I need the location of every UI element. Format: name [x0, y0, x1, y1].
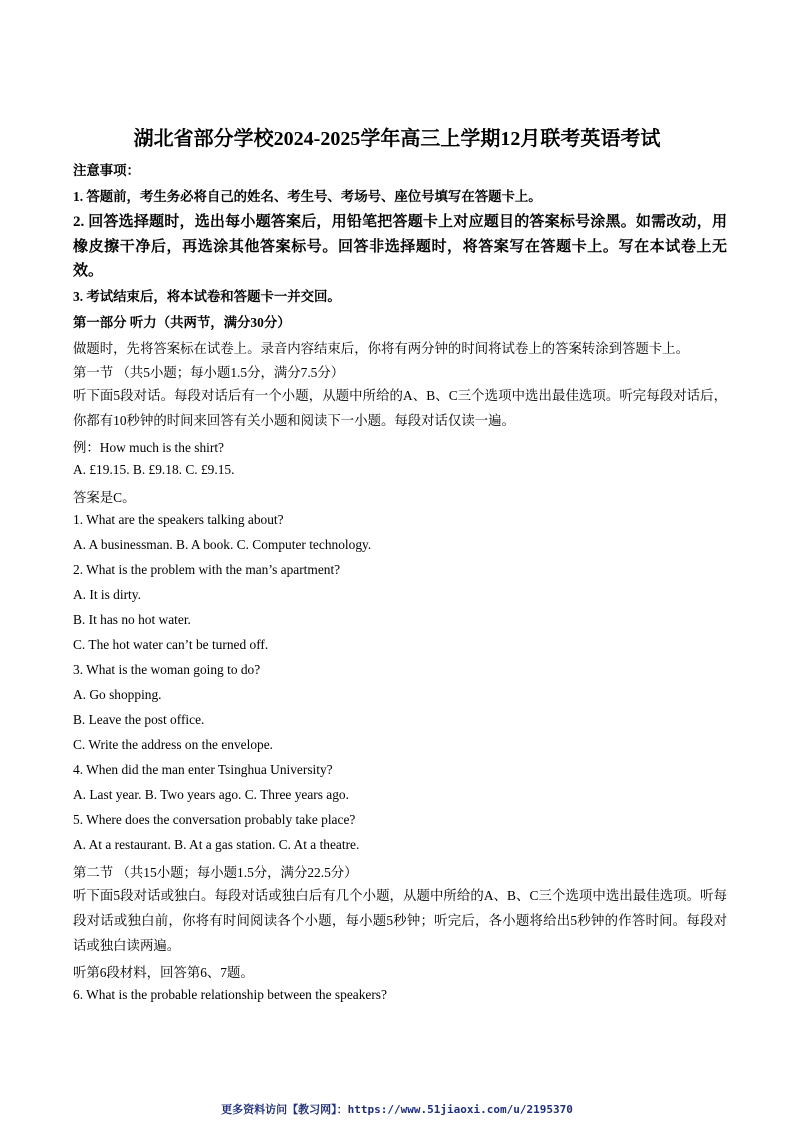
- notice-item-3: 3. 考试结束后，将本试卷和答题卡一并交回。: [73, 289, 341, 304]
- question-text: 4. When did the man enter Tsinghua University?: [73, 762, 333, 777]
- material6-note: 听第6段材料，回答第6、7题。: [73, 965, 254, 980]
- example-question: 例：How much is the shirt?: [73, 440, 224, 455]
- example-options: A. £19.15. B. £9.18. C. £9.15.: [73, 462, 235, 477]
- section1-heading: 第一节 （共5小题；每小题1.5分，满分7.5分）: [73, 365, 345, 380]
- notice-item-2: 2. 回答选择题时，选出每小题答案后，用铅笔把答题卡上对应题目的答案标号涂黑。如需改动，用橡皮擦干净后，再选涂其他答案标号。回答非选择题时，将答案写在答题卡上。写在本试卷上无效。: [73, 214, 727, 279]
- example-answer: 答案是C。: [73, 490, 136, 505]
- question-option: A. It is dirty.: [73, 587, 141, 602]
- notice-item-1: 1. 答题前，考生务必将自己的姓名、考生号、考场号、座位号填写在答题卡上。: [73, 189, 542, 204]
- part1-intro: 做题时，先将答案标在试卷上。录音内容结束后，你将有两分钟的时间将试卷上的答案转涂到答题卡上。: [73, 341, 689, 356]
- question-text: 5. Where does the conversation probably take place?: [73, 812, 356, 827]
- section2-instructions: 听下面5段对话或独白。每段对话或独白后有几个小题，从题中所给的A、B、C三个选项中选出最佳选项。听每段对话或独白前，你将有时间阅读各个小题，每小题5秒钟；听完后，各小题将给出5秒钟的作答时间。每段对话或独白读两遍。: [73, 888, 727, 953]
- question-option: A. A businessman. B. A book. C. Computer technology.: [73, 537, 372, 552]
- exam-title: 湖北省部分学校2024-2025学年高三上学期12月联考英语考试: [133, 128, 661, 150]
- question-text: 6. What is the probable relationship between the speakers?: [73, 987, 387, 1002]
- notice-heading: 注意事项：: [73, 163, 140, 178]
- question-option: B. Leave the post office.: [73, 712, 205, 727]
- question-option: A. Go shopping.: [73, 687, 162, 702]
- part1-heading: 第一部分 听力（共两节，满分30分）: [73, 315, 291, 330]
- question-text: 1. What are the speakers talking about?: [73, 512, 284, 527]
- footer-link[interactable]: 更多资料访问【教习网】：https://www.51jiaoxi.com/u/2195370: [221, 1103, 573, 1116]
- question-text: 2. What is the problem with the man’s apartment?: [73, 562, 341, 577]
- section1-instructions: 听下面5段对话。每段对话后有一个小题，从题中所给的A、B、C三个选项中选出最佳选项。听完每段对话后，你都有10秒钟的时间来回答有关小题和阅读下一小题。每段对话仅读一遍。: [73, 388, 727, 428]
- question-option: A. Last year. B. Two years ago. C. Three years ago.: [73, 787, 349, 802]
- question-text: 3. What is the woman going to do?: [73, 662, 261, 677]
- question-option: B. It has no hot water.: [73, 612, 191, 627]
- question-option: A. At a restaurant. B. At a gas station. C. At a theatre.: [73, 837, 360, 852]
- section2-heading: 第二节 （共15小题；每小题1.5分，满分22.5分）: [73, 865, 358, 880]
- question-option: C. The hot water can’t be turned off.: [73, 637, 269, 652]
- question-option: C. Write the address on the envelope.: [73, 737, 274, 752]
